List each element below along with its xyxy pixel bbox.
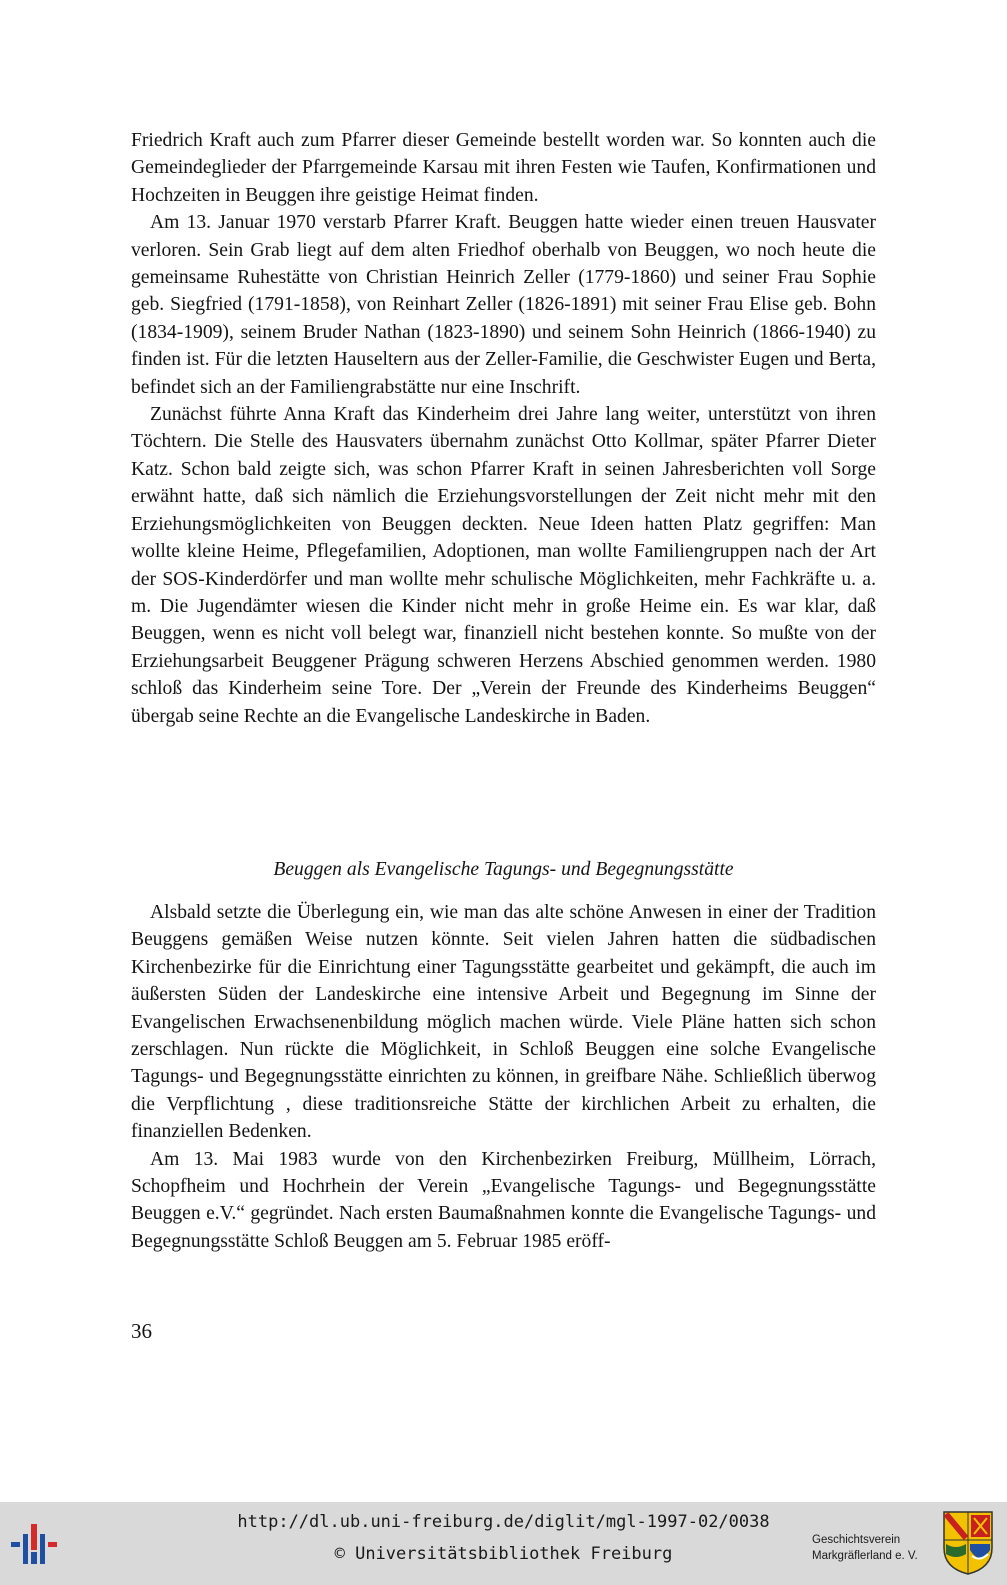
viewer-footer <box>0 1502 1007 1585</box>
paragraph: Zunächst führte Anna Kraft das Kinderheim drei Jahre lang weiter, unterstützt von ihren Töchtern. Die Stelle des Hausvaters übernahm zunächst Otto Kollmar, später Pfarrer Dieter Katz. Schon bald zeigte sich, was schon Pfarrer Kraft in seinen Jahresberichten voll Sorge erwähnt hatte, daß sich nämlich die Erziehungsvorstellungen der Zeit nicht mehr mit den Erziehungsmöglichkeiten von Beuggen deckten. Neue Ideen hatten Platz gegriffen: Man wollte kleine Heime, Pflegefamilien, Adoptionen, man wollte Familiengruppen nach der Art der SOS-Kinderdörfer und man wollte mehr schulische Möglichkeiten, mehr Fachkräfte u. a. m. Die Jugendämter wiesen die Kinder nicht mehr in große Heime ein. Es war klar, daß Beuggen, wenn es nicht voll belegt war, finanziell nicht bestehen konnte. So mußte von der Erziehungsarbeit Beuggener Prägung schweren Herzens Abschied genommen werden. 1980 schloß das Kinderheim seine Tore. Der „Verein der Freunde des Kinderheims Beuggen“ übergab seine Rechte an die Evangelische Landeskirche in Baden. <box>131 404 876 727</box>
section-heading: Beuggen als Evangelische Tagungs- und Begegnungsstätte <box>273 859 734 880</box>
body-text-lower <box>131 899 876 1255</box>
document-url-link[interactable]: http://dl.ub.uni-freiburg.de/diglit/mgl-1997-02/0038 <box>237 1512 770 1532</box>
paragraph: Am 13. Mai 1983 wurde von den Kirchenbezirken Freiburg, Müllheim, Lörrach, Schopfheim und Hochrhein der Verein „Evangelische Tagungs- und Begegnungsstätte Beuggen e.V.“ gegründet. Nach ersten Baumaßnahmen konnte die Evangelische Tagungs- und Begegnungsstätte Schloß Beuggen am 5. Februar 1985 eröff- <box>131 1148 876 1252</box>
paragraph: Alsbald setzte die Überlegung ein, wie man das alte schöne Anwesen in einer der Tradition Beuggens gemäßen Weise nutzen könnte. Seit vielen Jahren hatten die südbadischen Kirchenbezirke für die Einrichtung einer Tagungsstätte gearbeitet und gekämpft, die auch im äußersten Süden der Landeskirche eine intensive Arbeit und Begegnung im Sinne der Evangelischen Erwachsenenbildung möglich machen würde. Viele Pläne hatten sich schon zerschlagen. Nun rückte die Möglichkeit, in Schloß Beuggen eine solche Evangelische Tagungs- und Begegnungsstätte einrichten zu können, in greifbare Nähe. Schließlich überwog die Verpflichtung , diese traditionsreiche Stätte der kirchlichen Arbeit zu erhalten, die finanziellen Bedenken. <box>131 902 876 1143</box>
page-number: 36 <box>131 1319 152 1343</box>
society-name-line: Markgräflerland e. V. <box>812 1550 918 1562</box>
coat-of-arms-icon[interactable] <box>942 1510 994 1576</box>
copyright-text: © Universitätsbibliothek Freiburg <box>334 1544 673 1564</box>
paragraph: Friedrich Kraft auch zum Pfarrer dieser Gemeinde bestellt worden war. So konnten auch die Gemeindeglieder der Pfarrgemeinde Karsau mit ihren Festen wie Taufen, Konfirmationen und Hochzeiten in Beuggen ihre geistige Heimat finden. <box>131 130 876 206</box>
society-name <box>812 1532 932 1564</box>
society-name-line: Geschichtsverein <box>812 1534 901 1546</box>
paragraph: Am 13. Januar 1970 verstarb Pfarrer Kraft. Beuggen hatte wieder einen treuen Hausvater verloren. Sein Grab liegt auf dem alten Friedhof oberhalb von Beuggen, wo noch heute die gemeinsame Ruhestätte von Christian Heinrich Zeller (1779-1860) und seiner Frau Sophie geb. Siegfried (1791-1858), von Reinhart Zeller (1826-1891) mit seiner Frau Elise geb. Bohn (1834-1909), seinem Bruder Nathan (1823-1890) und seinem Sohn Heinrich (1866-1940) zu finden ist. Für die letzten Hauseltern aus der Zeller-Familie, die Geschwister Eugen und Berta, befindet sich an der Familiengrabstätte nur eine Inschrift. <box>131 212 876 398</box>
body-text-upper <box>131 127 876 730</box>
